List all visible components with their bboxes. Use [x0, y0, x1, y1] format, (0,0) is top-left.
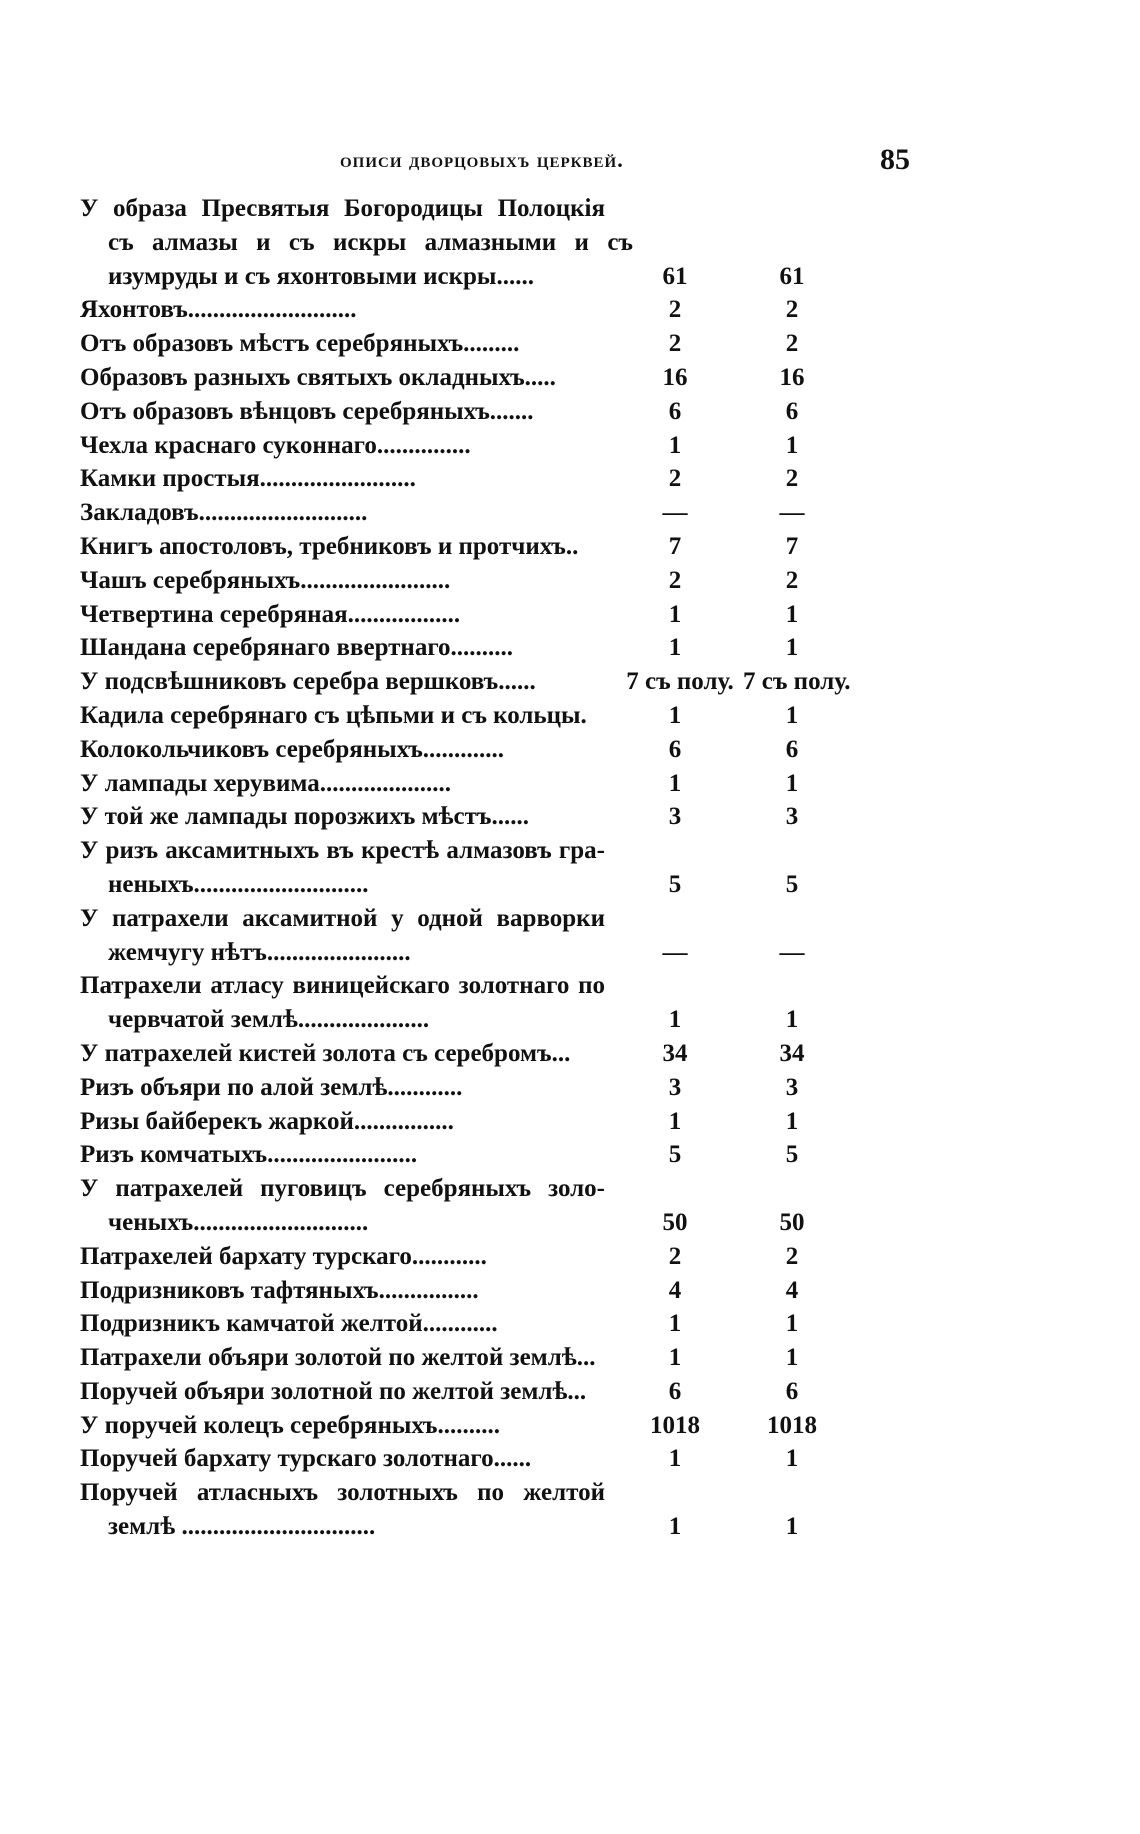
inventory-entry	[80, 834, 980, 902]
entry-text: ченыхъ............................	[108, 1208, 369, 1236]
entry-line	[80, 1206, 980, 1240]
quantity-column-1: 1	[668, 701, 682, 729]
page-number: 85	[880, 143, 910, 176]
entry-line	[80, 260, 980, 294]
quantity-column-2: —	[779, 938, 805, 966]
quantity-column-2: 1	[785, 1445, 799, 1473]
quantity-column-1: 1	[668, 634, 682, 662]
quantity-column-1: 16	[662, 363, 688, 391]
quantity-column-2: 6	[785, 735, 799, 763]
entry-text: Ризы байберекъ жаркой................	[80, 1107, 454, 1135]
entry-text: Образовъ разныхъ святыхъ окладныхъ.....	[80, 363, 556, 391]
entry-line	[80, 733, 980, 767]
quantity-column-2: 61	[779, 262, 805, 290]
entry-text: У поручей колецъ серебряныхъ..........	[80, 1411, 500, 1439]
inventory-entry	[80, 462, 980, 496]
quantity-column-1: 6	[668, 397, 682, 425]
quantity-column-1: 6	[668, 1377, 682, 1405]
entry-text: Книгъ апостоловъ, требниковъ и протчихъ..	[80, 532, 579, 560]
inventory-entry	[80, 1375, 980, 1409]
quantity-column-1: 4	[668, 1276, 682, 1304]
entry-line	[80, 767, 980, 801]
inventory-entry	[80, 1240, 980, 1274]
entry-line	[80, 496, 980, 530]
quantity-column-1: 1	[668, 600, 682, 628]
inventory-entry	[80, 327, 980, 361]
inventory-entry	[80, 631, 980, 665]
entry-line	[80, 1307, 980, 1341]
quantity-column-1: 1	[668, 1445, 682, 1473]
entry-text: червчатой землѣ.....................	[108, 1006, 430, 1034]
inventory-entry	[80, 293, 980, 327]
entry-line	[80, 327, 980, 361]
running-title: описи дворцовыхъ церквей.	[340, 147, 624, 172]
entry-text: Четвертина серебряная..................	[80, 600, 461, 628]
quantity-column-2: 3	[785, 1073, 799, 1101]
quantity-column-1: 6	[668, 735, 682, 763]
quantity-column-1: 3	[668, 803, 682, 831]
quantity-column-1: 1	[668, 1513, 682, 1541]
entry-line	[80, 1240, 980, 1274]
entry-line	[80, 429, 980, 463]
quantity-column-2: 1	[785, 1513, 799, 1541]
quantity-column-2: 1018	[767, 1411, 817, 1439]
entry-text: Поручей объяри золотной по желтой землѣ...	[80, 1377, 587, 1405]
quantity-column-1: 61	[662, 262, 688, 290]
quantity-column-1: 2	[668, 465, 682, 493]
quantity-column-1: 2	[668, 1242, 682, 1270]
quantity-column-2: 6	[785, 1377, 799, 1405]
entry-text: У лампады херувима.....................	[80, 769, 452, 797]
inventory-entry	[80, 1037, 980, 1071]
quantity-column-2: 6	[785, 397, 799, 425]
inventory-entry	[80, 902, 980, 970]
inventory-entry	[80, 1138, 980, 1172]
entry-text: Колокольчиковъ серебряныхъ.............	[80, 735, 505, 763]
entry-line	[80, 1138, 980, 1172]
entry-line	[80, 834, 980, 868]
inventory-entry	[80, 1307, 980, 1341]
quantity-column-2: 2	[785, 566, 799, 594]
entry-line	[80, 969, 980, 1003]
quantity-column-1: 3	[668, 1073, 682, 1101]
quantity-column-1: 2	[668, 296, 682, 324]
entry-text: Поручей бархату турскаго золотнаго......	[80, 1445, 532, 1473]
entry-line	[80, 598, 980, 632]
entry-line	[80, 665, 980, 699]
quantity-column-2: 50	[779, 1208, 805, 1236]
quantity-column-2: 1	[785, 1006, 799, 1034]
entry-line	[80, 1510, 980, 1544]
inventory-entry	[80, 496, 980, 530]
quantity-column-1: 50	[662, 1208, 688, 1236]
entry-line	[80, 1105, 980, 1139]
quantity-column-1: 2	[668, 566, 682, 594]
quantity-column-1: —	[662, 499, 688, 527]
entry-text: Подризникъ камчатой желтой............	[80, 1310, 498, 1338]
entry-line	[80, 1341, 980, 1375]
inventory-entry	[80, 969, 980, 1037]
entry-line	[80, 1442, 980, 1476]
inventory-entry	[80, 361, 980, 395]
entry-line	[80, 1375, 980, 1409]
inventory-entry	[80, 598, 980, 632]
inventory-entry	[80, 1105, 980, 1139]
entry-text: Поручей атласныхъ золотныхъ по желтой	[80, 1479, 605, 1507]
entry-line	[80, 800, 980, 834]
quantity-column-2: 2	[785, 465, 799, 493]
entry-text: У подсвѣшниковъ серебра вершковъ......	[80, 668, 536, 696]
quantity-column-2: 1	[785, 600, 799, 628]
entry-text: Чашъ серебряныхъ........................	[80, 566, 451, 594]
entry-line	[80, 1003, 980, 1037]
quantity-column-1: 1018	[650, 1411, 700, 1439]
inventory-entry	[80, 1409, 980, 1443]
quantity-column-1: 1	[668, 1310, 682, 1338]
quantity-column-2: —	[779, 499, 805, 527]
entry-text: неныхъ............................	[108, 870, 369, 898]
quantity-column-2: 5	[785, 1141, 799, 1169]
entry-line	[80, 902, 980, 936]
entry-text: Отъ образовъ мѣстъ серебряныхъ.........	[80, 330, 520, 358]
inventory-entry	[80, 395, 980, 429]
quantity-column-2: 2	[785, 1242, 799, 1270]
quantity-column-1: 5	[668, 1141, 682, 1169]
entry-text: Подризниковъ тафтяныхъ................	[80, 1276, 479, 1304]
inventory-entry	[80, 699, 980, 733]
quantity-column-2: 7 съ полу.	[743, 668, 851, 696]
quantity-column-1: 5	[668, 870, 682, 898]
quantity-column-1: 7 съ полу.	[626, 668, 734, 696]
entry-text: Шандана серебрянаго ввертнаго..........	[80, 634, 514, 662]
entry-line	[80, 1476, 980, 1510]
entry-line	[80, 462, 980, 496]
entry-line	[80, 1274, 980, 1308]
entry-text: Патрахели объяри золотой по желтой землѣ...	[80, 1344, 596, 1372]
inventory-entry	[80, 564, 980, 598]
inventory-entry	[80, 1274, 980, 1308]
quantity-column-2: 2	[785, 330, 799, 358]
inventory-entry	[80, 192, 980, 293]
entry-text: У той же лампады порозжихъ мѣстъ......	[80, 803, 530, 831]
quantity-column-2: 5	[785, 870, 799, 898]
quantity-column-2: 1	[785, 634, 799, 662]
entry-text: Отъ образовъ вѣнцовъ серебряныхъ.......	[80, 397, 534, 425]
inventory-entry	[80, 1476, 980, 1544]
entry-text: изумруды и съ яхонтовыми искры......	[108, 262, 534, 290]
inventory-entry	[80, 800, 980, 834]
quantity-column-2: 16	[779, 363, 805, 391]
quantity-column-2: 2	[785, 296, 799, 324]
quantity-column-2: 1	[785, 1310, 799, 1338]
inventory-entry	[80, 665, 980, 699]
quantity-column-1: 7	[668, 532, 682, 560]
inventory-entry	[80, 767, 980, 801]
entry-text: Ризъ объяри по алой землѣ............	[80, 1073, 463, 1101]
entry-line	[80, 192, 980, 226]
inventory-entry	[80, 1442, 980, 1476]
quantity-column-2: 7	[785, 532, 799, 560]
entry-text: У патрахели аксамитной у одной варворки	[80, 904, 605, 932]
entry-text: У патрахелей кистей золота съ серебромъ...	[80, 1039, 571, 1067]
quantity-column-1: 1	[668, 769, 682, 797]
entry-line	[80, 868, 980, 902]
quantity-column-1: —	[662, 938, 688, 966]
entry-line	[80, 699, 980, 733]
quantity-column-2: 1	[785, 1344, 799, 1372]
quantity-column-2: 1	[785, 701, 799, 729]
entry-line	[80, 631, 980, 665]
quantity-column-1: 1	[668, 1107, 682, 1135]
inventory-entry	[80, 1071, 980, 1105]
quantity-column-2: 4	[785, 1276, 799, 1304]
entry-line	[80, 361, 980, 395]
entry-line	[80, 530, 980, 564]
entry-text: съ алмазы и съ искры алмазными и съ	[108, 228, 633, 256]
quantity-column-1: 2	[668, 330, 682, 358]
entry-text: Чехла краснаго суконнаго...............	[80, 431, 471, 459]
quantity-column-2: 1	[785, 769, 799, 797]
entry-line	[80, 936, 980, 970]
entry-text: Яхонтовъ...........................	[80, 296, 357, 324]
page-header	[0, 143, 1140, 183]
entry-line	[80, 1037, 980, 1071]
entry-text: Закладовъ...........................	[80, 499, 368, 527]
quantity-column-2: 3	[785, 803, 799, 831]
entry-text: У образа Пресвятыя Богородицы Полоцкія	[80, 195, 605, 222]
entry-text: Патрахелей бархату турскаго............	[80, 1242, 487, 1270]
quantity-column-1: 1	[668, 431, 682, 459]
quantity-column-2: 1	[785, 1107, 799, 1135]
entry-text: У патрахелей пуговицъ серебряныхъ золо-	[80, 1175, 605, 1203]
quantity-column-2: 1	[785, 431, 799, 459]
entry-text: землѣ ...............................	[108, 1513, 376, 1541]
entry-line	[80, 395, 980, 429]
inventory-entry	[80, 429, 980, 463]
entry-text: Патрахели атласу виницейскаго золотнаго по	[80, 972, 605, 1000]
entry-text: Ризъ комчатыхъ........................	[80, 1141, 418, 1169]
quantity-column-1: 1	[668, 1344, 682, 1372]
inventory-entry	[80, 1172, 980, 1240]
quantity-column-1: 34	[662, 1039, 688, 1067]
entry-line	[80, 1071, 980, 1105]
entry-line	[80, 293, 980, 327]
entry-text: жемчугу нѣтъ.......................	[108, 938, 411, 966]
entry-line	[80, 564, 980, 598]
entry-line	[80, 1172, 980, 1206]
entry-text: У ризъ аксамитныхъ въ крестѣ алмазовъ гра-	[80, 837, 605, 865]
inventory-entry	[80, 733, 980, 767]
inventory-table	[80, 192, 980, 1544]
quantity-column-2: 34	[779, 1039, 805, 1067]
quantity-column-1: 1	[668, 1006, 682, 1034]
inventory-entry	[80, 1341, 980, 1375]
entry-text: Кадила серебрянаго съ цѣпьми и съ кольцы.	[80, 701, 587, 729]
entry-text: Камки простыя.........................	[80, 465, 416, 493]
entry-line	[80, 226, 980, 260]
inventory-entry	[80, 530, 980, 564]
entry-line	[80, 1409, 980, 1443]
